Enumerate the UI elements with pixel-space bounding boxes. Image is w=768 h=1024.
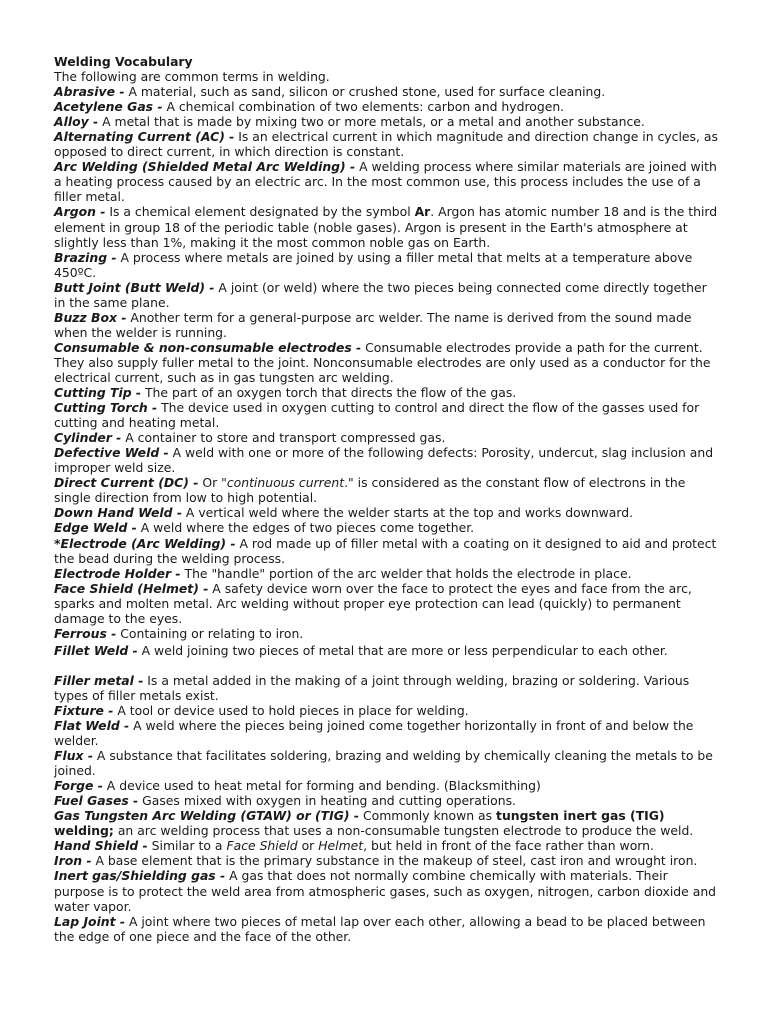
term: Cutting Torch - [54,400,158,416]
definition: Another term for a general-purpose arc welder. The name is derived from the sound made when the welder is running. [54,309,692,340]
definition: A material, such as sand, silicon or crushed stone, used for surface cleaning. [124,84,606,100]
entry-flux [54,748,720,778]
definition-symbol: Ar [414,204,431,220]
definition: Consumable electrodes provide a path for the current. They also supply fuller metal to the joint. Nonconsumable electrodes are only used as a conductor for the electrical current, such as in gas tungsten arc welding. [54,339,711,385]
entry-down-hand-weld [54,505,720,520]
entry-fuel-gases [54,793,720,808]
entry-inert-gas [54,868,720,913]
entry-alloy [54,114,720,129]
entry-acetylene-gas [54,99,720,114]
definition: A gas that does not normally combine chemically with materials. Their purpose is to protect the weld area from atmospheric gases, such as oxygen, nitrogen, carbon dioxide and water vapor. [54,868,717,914]
entry-direct-current [54,475,720,505]
entry-hand-shield [54,838,720,853]
entry-gtaw [54,808,720,838]
paragraph-gap [54,658,720,673]
term: Argon - [54,204,106,220]
definition: The part of an oxygen torch that directs the flow of the gas. [141,385,517,401]
entry-buzz-box [54,310,720,340]
definition: A base element that is the primary substance in the makeup of steel, cast iron and wrought iron. [91,853,698,869]
definition: The device used in oxygen cutting to control and direct the flow of the gasses used for cutting and heating metal. [54,400,700,431]
entry-flat-weld [54,718,720,748]
definition-emphasis: Face Shield [226,838,298,854]
entry-cutting-torch [54,400,720,430]
entry-electrodes [54,340,720,385]
definition-emphasis: Helmet [318,838,364,854]
entry-butt-joint [54,280,720,310]
definition: A joint (or weld) where the two pieces being connected come directly together in the same plane. [54,279,707,310]
term: Buzz Box - [54,309,127,325]
definition: . Argon has atomic number 18 and is the third element in group 18 of the periodic table (noble gases). Argon is present in the Earth's atmosphere at slightly less than 1%, making it the most common noble gas on Earth. [54,204,718,250]
document-intro: The following are common terms in welding. [54,69,330,85]
entry-abrasive [54,84,720,99]
term: Face Shield (Helmet) - [54,580,209,596]
entry-fillet-weld [54,643,720,658]
term: Edge Weld - [54,520,137,536]
definition: Containing or relating to iron. [116,625,304,641]
term: Inert gas/Shielding gas - [54,868,226,884]
term: Direct Current (DC) - [54,475,199,491]
term: Consumable & non-consumable electrodes - [54,339,362,355]
term: Abrasive - [54,84,125,100]
term: Forge - [54,778,103,794]
term: Cutting Tip - [54,385,142,401]
entry-lap-joint [54,914,720,944]
term: Down Hand Weld - [54,505,182,521]
entry-arc-welding [54,159,720,204]
definition: A container to store and transport compressed gas. [121,430,446,446]
term: Fixture - [54,702,114,718]
definition: The "handle" portion of the arc welder that holds the electrode in place. [180,565,632,581]
definition: A chemical combination of two elements: carbon and hydrogen. [162,99,565,115]
entry-electrode-holder [54,566,720,581]
entry-forge [54,778,720,793]
entry-brazing [54,250,720,280]
definition: Similar to a [147,838,227,854]
term: Iron - [54,853,92,869]
definition: A safety device worn over the face to protect the eyes and face from the arc, sparks and molten metal. Arc welding without proper eye protection can lead (quickly) to permanent damage to the eyes. [54,580,692,626]
document-body [54,54,720,944]
term: Flux - [54,748,93,764]
definition: A substance that facilitates soldering, brazing and welding by chemically cleaning the metals to be joined. [54,748,713,779]
definition: Gases mixed with oxygen in heating and cutting operations. [138,793,516,809]
definition: A weld with one or more of the following defects: Porosity, undercut, slag inclusion and improper weld size. [54,445,714,476]
term: Arc Welding (Shielded Metal Arc Welding) - [54,159,356,175]
definition: Commonly known as [359,808,497,824]
entry-fixture [54,703,720,718]
definition: A weld joining two pieces of metal that are more or less perpendicular to each other. [137,642,668,658]
entry-face-shield [54,581,720,626]
definition: Is a chemical element designated by the symbol [105,204,415,220]
term: Hand Shield - [54,838,148,854]
term: Ferrous - [54,625,117,641]
term: Alternating Current (AC) - [54,129,235,145]
definition: A metal that is made by mixing two or more metals, or a metal and another substance. [98,114,645,130]
definition: an arc welding process that uses a non-consumable tungsten electrode to produce the weld. [113,823,694,839]
entry-alternating-current [54,129,720,159]
term: Butt Joint (Butt Weld) - [54,279,215,295]
entry-electrode [54,536,720,566]
entry-argon [54,204,720,249]
term: Alloy - [54,114,99,130]
definition: , but held in front of the face rather than worn. [363,838,654,854]
term: Brazing - [54,249,117,265]
term: Acetylene Gas - [54,99,163,115]
definition: Is a metal added in the making of a joint through welding, brazing or soldering. Various types of filler metals exist. [54,672,690,703]
definition: A welding process where similar materials are joined with a heating process caused by an electric arc. In the most common use, this process includes the use of a filler metal. [54,159,717,205]
entry-edge-weld [54,520,720,535]
term: Electrode Holder - [54,565,181,581]
definition-emphasis: tungsten inert gas (TIG) welding; [54,808,665,839]
definition: A device used to heat metal for forming and bending. (Blacksmithing) [102,778,541,794]
definition: Is an electrical current in which magnitude and direction change in cycles, as opposed to direct current, in which direction is constant. [54,129,718,160]
entry-cylinder [54,430,720,445]
term: Fuel Gases - [54,793,139,809]
entry-cutting-tip [54,385,720,400]
entry-iron [54,853,720,868]
definition: or [297,838,319,854]
definition: Or " [198,475,227,491]
term: Flat Weld - [54,718,130,734]
term: Gas Tungsten Arc Welding (GTAW) or (TIG) - [54,808,360,824]
entry-defective-weld [54,445,720,475]
definition: A process where metals are joined by using a filler metal that melts at a temperature above 450ºC. [54,249,693,280]
term: Lap Joint - [54,913,126,929]
term: Defective Weld - [54,445,169,461]
definition: ." is considered as the constant flow of electrons in the single direction from low to high potential. [54,475,686,506]
entry-filler-metal [54,673,720,703]
term: Fillet Weld - [54,642,138,658]
definition: A joint where two pieces of metal lap over each other, allowing a bead to be placed between the edge of one piece and the face of the other. [54,913,706,944]
definition-emphasis: continuous current [226,475,345,491]
definition: A rod made up of filler metal with a coating on it designed to aid and protect the bead during the welding process. [54,535,717,566]
definition: A weld where the pieces being joined come together horizontally in front of and below the welder. [54,718,694,749]
document-title: Welding Vocabulary [54,54,193,69]
definition: A tool or device used to hold pieces in place for welding. [113,702,469,718]
term: *Electrode (Arc Welding) - [54,535,236,551]
definition: A weld where the edges of two pieces come together. [136,520,475,536]
definition: A vertical weld where the welder starts at the top and works downward. [181,505,634,521]
term: Filler metal - [54,672,144,688]
term: Cylinder - [54,430,122,446]
entry-ferrous [54,626,720,641]
